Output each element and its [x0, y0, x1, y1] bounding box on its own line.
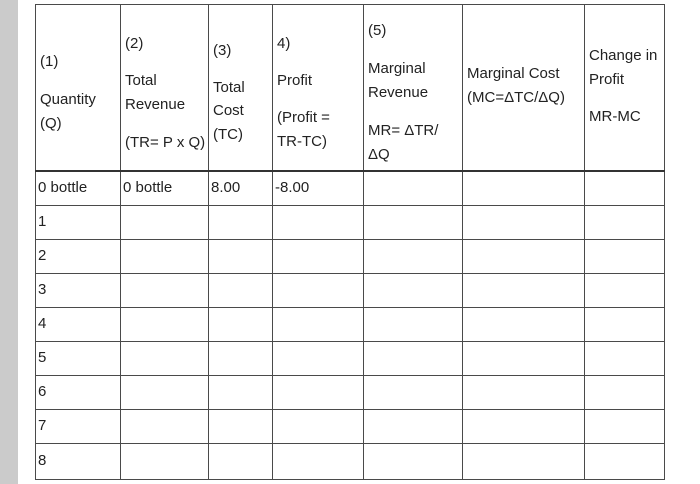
cell-total-revenue[interactable]: [121, 239, 209, 273]
cell-profit[interactable]: [273, 307, 364, 341]
cell-total-revenue[interactable]: [121, 443, 209, 479]
header-marginal-cost: [463, 5, 585, 172]
cell-marginal-revenue[interactable]: [364, 375, 463, 409]
cell-change-in-profit[interactable]: [585, 341, 665, 375]
cell-marginal-cost[interactable]: [463, 239, 585, 273]
header-formula: ΔQ: [368, 146, 390, 163]
cell-marginal-revenue[interactable]: [364, 205, 463, 239]
header-sub: (TC): [213, 126, 243, 143]
header-marginal-revenue: [364, 5, 463, 172]
cell-marginal-cost[interactable]: [463, 205, 585, 239]
cell-marginal-cost[interactable]: [463, 171, 585, 205]
table-row: [36, 375, 665, 409]
header-change-in-profit: [585, 5, 665, 172]
header-formula: MR-MC: [589, 108, 641, 125]
header-title: Marginal Cost: [467, 65, 560, 82]
header-formula: MR= ΔTR/: [368, 122, 439, 139]
header-formula: (Profit =: [277, 109, 330, 126]
header-title: Total: [125, 72, 157, 89]
cell-marginal-cost[interactable]: [463, 409, 585, 443]
cell-value: -8.00: [275, 179, 310, 197]
table-row: [36, 171, 665, 205]
cell-total-revenue[interactable]: [121, 273, 209, 307]
cell-quantity[interactable]: [36, 239, 121, 273]
table-row: [36, 341, 665, 375]
table-row: [36, 409, 665, 443]
cell-total-cost[interactable]: [209, 205, 273, 239]
profit-max-table: [35, 4, 665, 480]
header-sub: (Q): [40, 115, 62, 132]
header-num: (2): [125, 35, 144, 52]
cell-profit[interactable]: [273, 239, 364, 273]
cell-change-in-profit[interactable]: [585, 443, 665, 479]
cell-marginal-revenue[interactable]: [364, 307, 463, 341]
header-title: Profit: [589, 71, 625, 88]
header-title: Quantity: [40, 91, 96, 108]
cell-value: 6: [38, 383, 47, 400]
cell-profit[interactable]: [273, 205, 364, 239]
header-formula: TR-TC): [277, 133, 327, 150]
header-title: Cost: [213, 102, 244, 119]
header-title: Total: [213, 79, 245, 96]
cell-profit[interactable]: [273, 171, 364, 205]
cell-marginal-revenue[interactable]: [364, 171, 463, 205]
header-num: 4): [277, 35, 291, 52]
cell-profit[interactable]: [273, 273, 364, 307]
header-num: (1): [40, 53, 59, 70]
cell-change-in-profit[interactable]: [585, 409, 665, 443]
table-row: [36, 239, 665, 273]
cell-change-in-profit[interactable]: [585, 273, 665, 307]
header-formula: (TR= P x Q): [125, 134, 206, 151]
header-quantity: [36, 5, 121, 172]
cell-total-revenue[interactable]: [121, 307, 209, 341]
cell-change-in-profit[interactable]: [585, 375, 665, 409]
cell-quantity[interactable]: [36, 409, 121, 443]
header-title: Change in: [589, 47, 658, 64]
cell-profit[interactable]: [273, 443, 364, 479]
cell-total-cost[interactable]: [209, 341, 273, 375]
cell-value: 8: [38, 452, 47, 469]
table-header-row: [36, 5, 665, 172]
cell-total-cost[interactable]: [209, 171, 273, 205]
cell-marginal-revenue[interactable]: [364, 239, 463, 273]
table-row: [36, 273, 665, 307]
header-num: (5): [368, 22, 387, 39]
cell-marginal-cost[interactable]: [463, 443, 585, 479]
cell-total-revenue[interactable]: [121, 409, 209, 443]
cell-value: 0 bottle: [38, 179, 88, 197]
header-profit: [273, 5, 364, 172]
header-total-cost: [209, 5, 273, 172]
cell-total-cost[interactable]: [209, 239, 273, 273]
cell-total-cost[interactable]: [209, 443, 273, 479]
cell-marginal-revenue[interactable]: [364, 273, 463, 307]
cell-total-revenue[interactable]: [121, 205, 209, 239]
cell-quantity[interactable]: [36, 443, 121, 479]
cell-total-cost[interactable]: [209, 375, 273, 409]
cell-profit[interactable]: [273, 375, 364, 409]
header-num: (3): [213, 42, 232, 59]
cell-value: 8.00: [211, 179, 241, 197]
header-title: Revenue: [368, 84, 429, 101]
cell-total-revenue[interactable]: [121, 375, 209, 409]
cell-quantity[interactable]: [36, 375, 121, 409]
cell-profit[interactable]: [273, 409, 364, 443]
cell-profit[interactable]: [273, 341, 364, 375]
cell-value: 3: [38, 281, 47, 298]
cell-value: 4: [38, 315, 47, 332]
cell-quantity[interactable]: [36, 171, 121, 205]
cell-value: 2: [38, 247, 47, 264]
cell-value: 1: [38, 213, 47, 230]
cell-change-in-profit[interactable]: [585, 205, 665, 239]
cell-quantity[interactable]: [36, 205, 121, 239]
cell-marginal-cost[interactable]: [463, 375, 585, 409]
cell-marginal-revenue[interactable]: [364, 443, 463, 479]
table-row: [36, 443, 665, 479]
cell-total-cost[interactable]: [209, 307, 273, 341]
table-row: [36, 307, 665, 341]
header-formula: (MC=ΔTC/ΔQ): [467, 89, 565, 106]
cell-value: 0 bottle: [123, 179, 173, 197]
header-title: Profit: [277, 72, 313, 89]
cell-change-in-profit[interactable]: [585, 307, 665, 341]
left-margin-bar: [0, 0, 18, 484]
cell-change-in-profit[interactable]: [585, 171, 665, 205]
cell-marginal-cost[interactable]: [463, 273, 585, 307]
cell-total-revenue[interactable]: [121, 341, 209, 375]
header-total-revenue: [121, 5, 209, 172]
cell-total-cost[interactable]: [209, 409, 273, 443]
cell-marginal-revenue[interactable]: [364, 341, 463, 375]
cell-total-cost[interactable]: [209, 273, 273, 307]
cell-total-revenue[interactable]: [121, 171, 209, 205]
table-row: [36, 205, 665, 239]
cell-change-in-profit[interactable]: [585, 239, 665, 273]
cell-quantity[interactable]: [36, 273, 121, 307]
cell-quantity[interactable]: [36, 307, 121, 341]
header-title: Marginal: [368, 60, 426, 77]
cell-marginal-cost[interactable]: [463, 307, 585, 341]
cell-value: 7: [38, 417, 47, 434]
cell-marginal-cost[interactable]: [463, 341, 585, 375]
header-title: Revenue: [125, 96, 186, 113]
cell-quantity[interactable]: [36, 341, 121, 375]
cell-marginal-revenue[interactable]: [364, 409, 463, 443]
cell-value: 5: [38, 349, 47, 366]
